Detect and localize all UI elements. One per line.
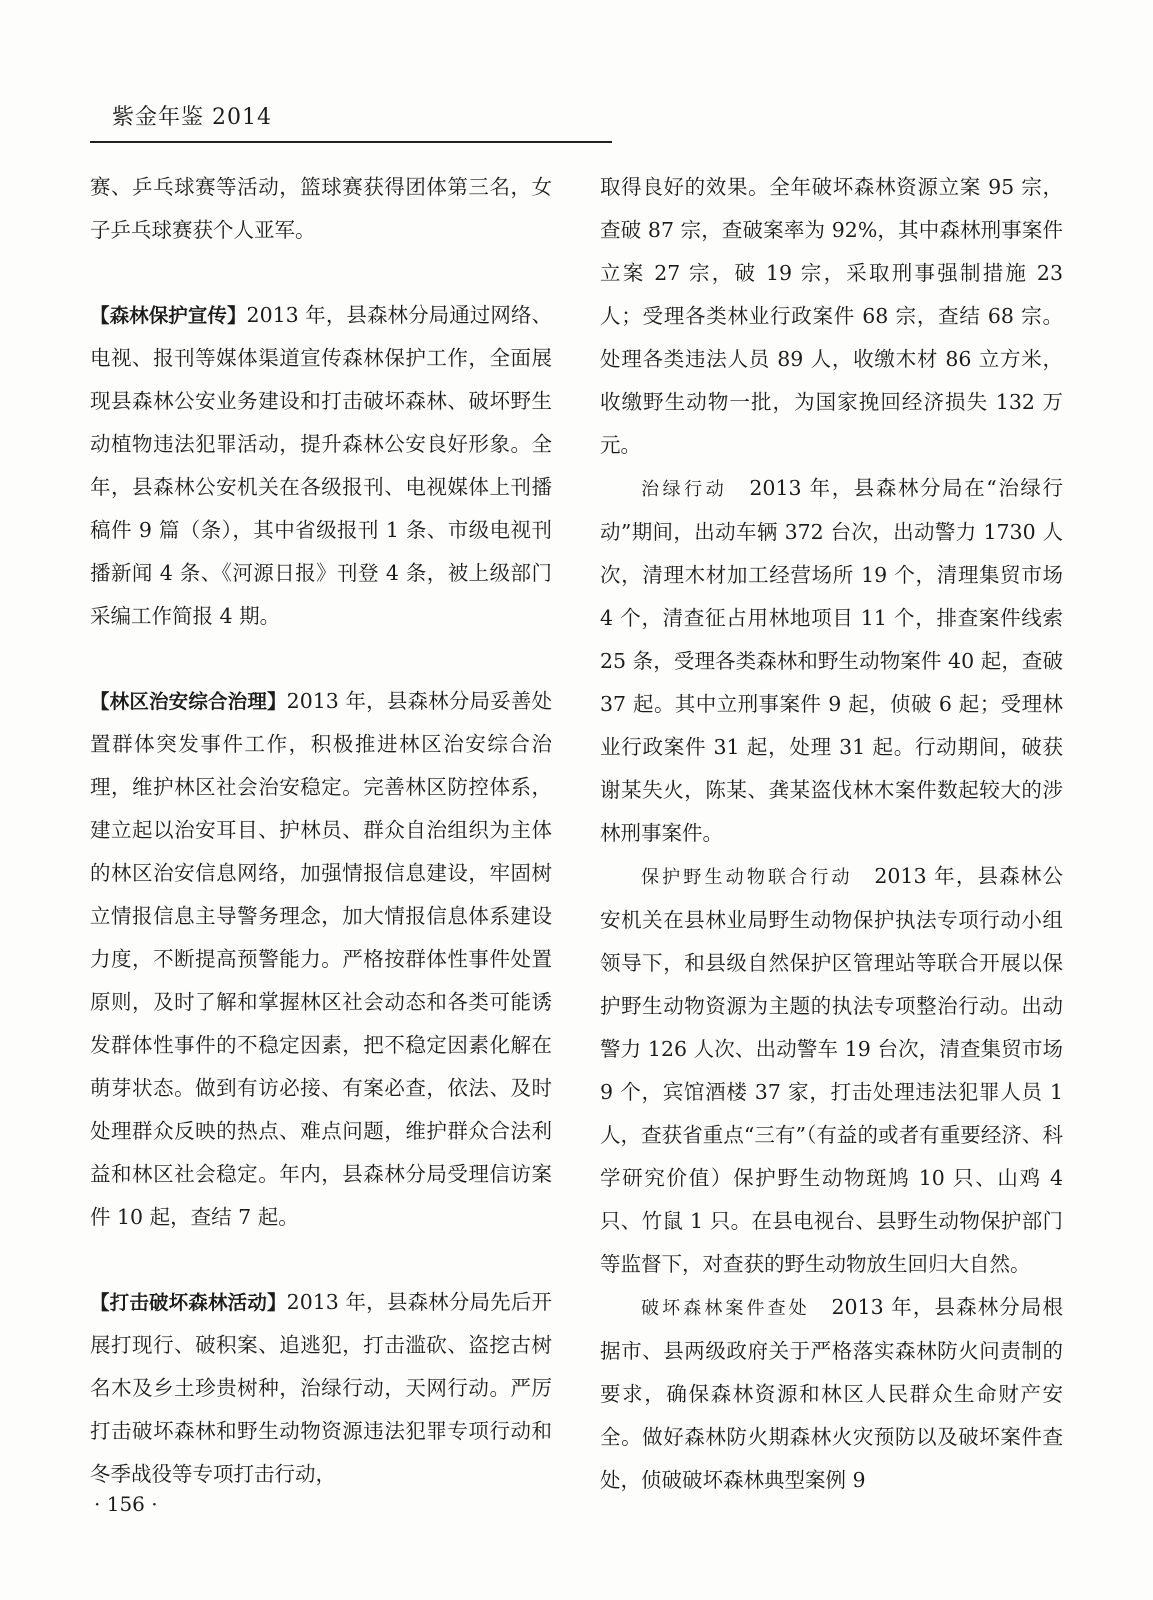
page-number: · 156 · bbox=[94, 1492, 158, 1516]
section-title: 【森林保护宣传】 bbox=[90, 304, 247, 327]
section-forest-publicity bbox=[90, 294, 552, 638]
subsection-text: 2013 年，县森林公安机关在县林业局野生动物保护执法专项行动小组领导下，和县级自然保护区管理站等联合开展以保护野生动物资源为主题的执法专项整治行动。出动警力 126 人次、出动警车 19 台次，清查集贸市场 9 个，宾馆酒楼 37 家，打击处理违法犯罪人员 1 人，查获省重点“三有”（有益的或者有重要经济、科学研究价值）保护野生动物斑鸠 10 只、山鸡 4 只、竹鼠 1 只。在县电视台、县野生动物保护部门等监督下，对查获的野生动物放生回归大自然。 bbox=[600, 864, 1064, 1276]
section-crackdown bbox=[90, 1281, 552, 1496]
subsection-title: 保护野生动物联合行动 bbox=[641, 867, 853, 888]
subsection-text: 2013 年，县森林分局在“治绿行动”期间，出动车辆 372 台次，出动警力 1730 人次，清理木材加工经营场所 19 个，清理集贸市场 4 个，清查征占用林地项目 11 个，排查案件线索 25 条，受理各类森林和野生动物案件 40 起，查破 37 起。其中立刑事案件 9 起，侦破 6 起；受理林业行政案件 31 起，处理 31 起。行动期间，破获谢某失火，陈某、龚某盗伐林木案件数起较大的涉林刑事案件。 bbox=[600, 476, 1063, 845]
running-header-title: 紫金年鉴 2014 bbox=[112, 105, 272, 130]
subsection-greening-action bbox=[600, 467, 1063, 855]
subsection-wildlife-action bbox=[600, 855, 1063, 1286]
section-title: 【林区治安综合治理】 bbox=[90, 690, 287, 713]
header-rule bbox=[90, 141, 612, 143]
left-column bbox=[90, 166, 552, 1496]
section-text: 2013 年，县森林分局先后开展打现行、破积案、追逃犯，打击滥砍、盗挖古树名木及乡土珍贵树种，治绿行动，天网行动。严厉打击破坏森林和野生动物资源违法犯罪专项行动和冬季战役等专项打击行动， bbox=[90, 1290, 552, 1486]
subsection-title: 破坏森林案件查处 bbox=[641, 1298, 810, 1319]
section-text: 2013 年，县森林分局妥善处置群体突发事件工作，积极推进林区治安综合治理，维护林区社会治安稳定。完善林区防控体系，建立起以治安耳目、护林员、群众自治组织为主体的林区治安信息网络，加强情报信息建设，牢固树立情报信息主导警务理念，加大情报信息体系建设力度，不断提高预警能力。严格按群体性事件处置原则，及时了解和掌握林区社会动态和各类可能诱发群体性事件的不稳定因素，把不稳定因素化解在萌芽状态。做到有访必接、有案必查，依法、及时处理群众反映的热点、难点问题，维护群众合法利益和林区社会稳定。年内，县森林分局受理信访案件 10 起，查结 7 起。 bbox=[90, 689, 552, 1229]
right-column bbox=[600, 166, 1063, 1502]
subsection-text: 2013 年，县森林分局根据市、县两级政府关于严格落实森林防火问责制的要求，确保森林资源和林区人民群众生命财产安全。做好森林防火期森林火灾预防以及破坏案件查处，侦破破坏森林典型案例 9 bbox=[600, 1295, 1064, 1492]
continued-paragraph: 取得良好的效果。全年破坏森林资源立案 95 宗，查破 87 宗，查破案率为 92%，其中森林刑事案件立案 27 宗，破 19 宗，采取刑事强制措施 23 人；受理各类林业行政案件 68 宗，查结 68 宗。处理各类违法人员 89 人，收缴木材 86 立方米，收缴野生动物一批，为国家挽回经济损失 132 万元。 bbox=[600, 175, 1063, 457]
section-title: 【打击破坏森林活动】 bbox=[90, 1291, 287, 1314]
subsection-case-handling bbox=[600, 1286, 1063, 1502]
section-text: 2013 年，县森林分局通过网络、电视、报刊等媒体渠道宣传森林保护工作，全面展现县森林公安业务建设和打击破坏森林、破坏野生动植物违法犯罪活动，提升森林公安良好形象。全年，县森林公安机关在各级报刊、电视媒体上刊播稿件 9 篇（条），其中省级报刊 1 条、市级电视刊播新闻 4 条、《河源日报》刊登 4 条，被上级部门采编工作简报 4 期。 bbox=[90, 303, 552, 628]
section-forest-security bbox=[90, 680, 552, 1239]
subsection-title: 治绿行动 bbox=[641, 479, 728, 500]
continued-paragraph: 赛、乒乓球赛等活动，篮球赛获得团体第三名，女子乒乓球赛获个人亚军。 bbox=[90, 175, 552, 242]
